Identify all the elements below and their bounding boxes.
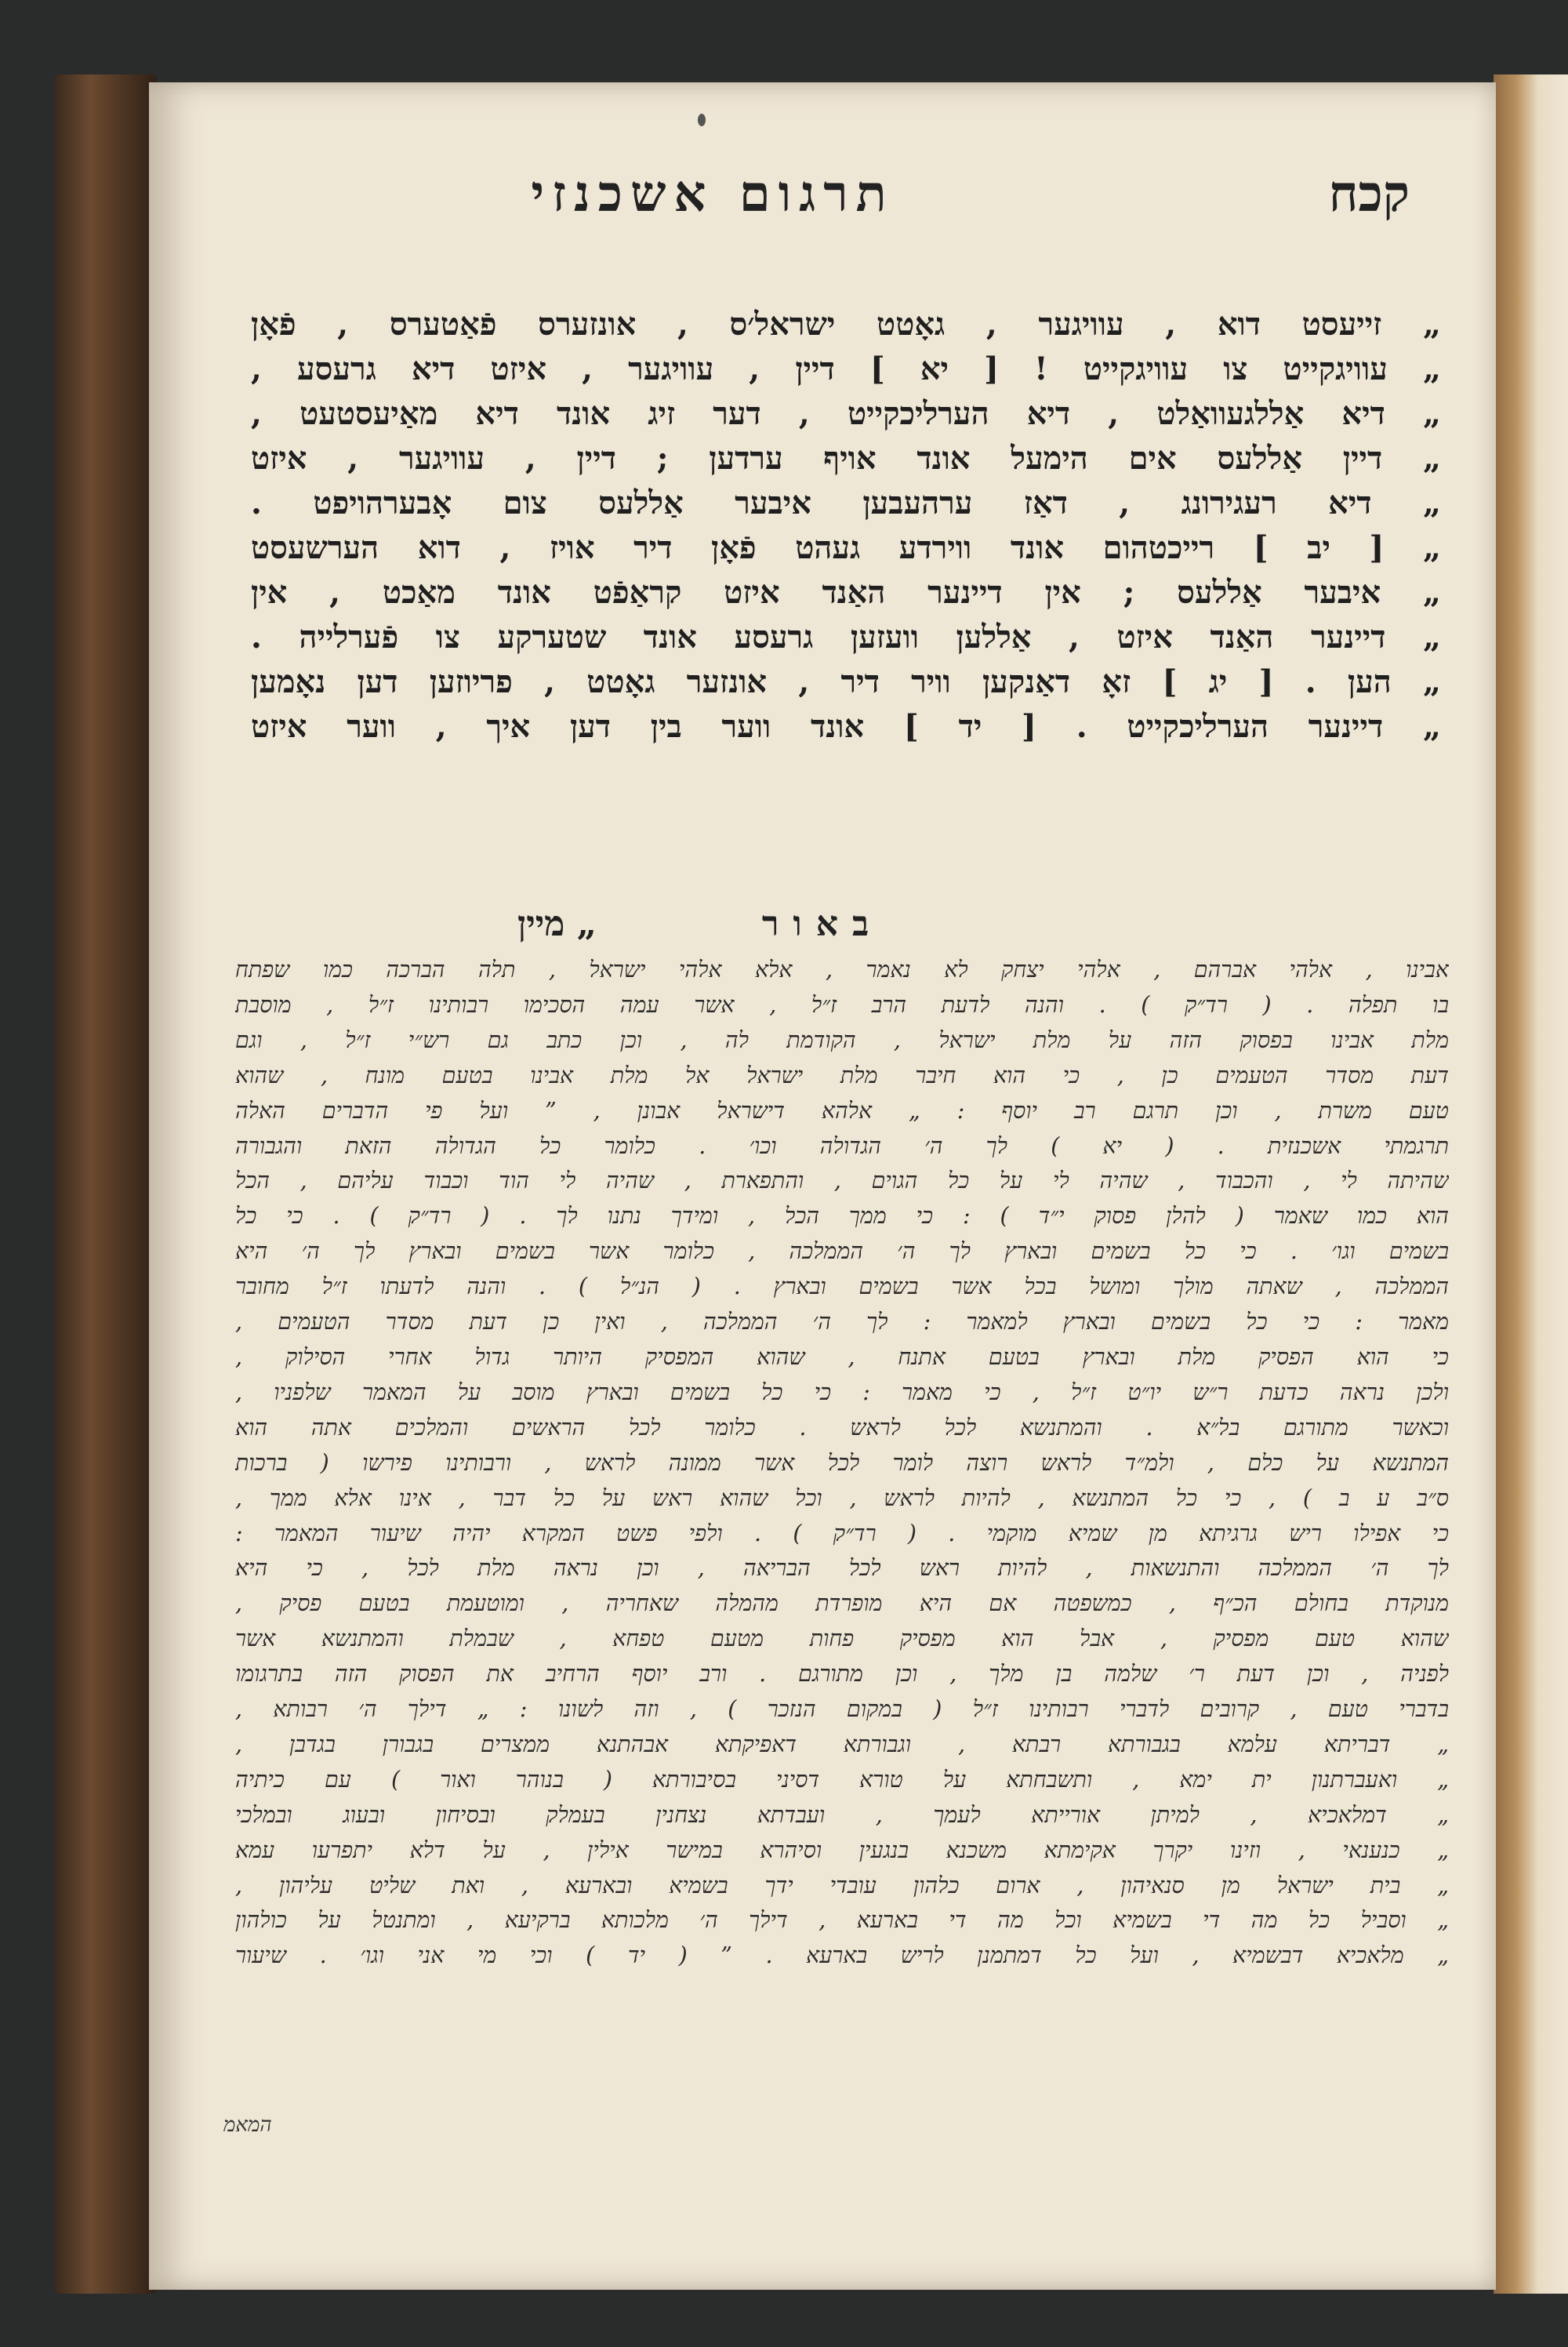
commentary-line: ס״ב ע ב ) , כי כל המתנשא , להיות לראש , וכל שהוא ראש על כל דבר , אינו אלא ממך ,	[235, 1484, 1449, 1511]
commentary-line: וכאשר מתורגם בל״א . והמתנשא לכל לראש . כלומר לכל הראשים והמלכים אתה הוא	[235, 1414, 1449, 1441]
text-line: „ דיינער הערליכקייט . [ יד ] אונד ווער בין דען איך , ווער איזט	[251, 708, 1441, 745]
commentary-line: דעת מסדר הטעמים כן , כי הוא חיבר מלת ישראל אל מלת אבינו בטעם מונח , שהוא	[235, 1062, 1449, 1088]
commentary-text	[235, 953, 1449, 1974]
commentary-line: כי אפילו ריש גרגיתא מן שמיא מוקמי . ( רד״ק ) . ולפי פשט המקרא יהיה שיעור המאמר :	[235, 1520, 1449, 1546]
commentary-line: מאמר : כי כל בשמים ובארץ למאמר : לך ה׳ הממלכה , ואין כן דעת מסדר הטעמים ,	[235, 1309, 1449, 1335]
text-line: „ הען . [ יג ] זאָ דאַנקען וויר דיר , אונזער גאָטט , פריוזען דען נאָמען	[251, 663, 1441, 700]
commentary-line: בדברי טעם , קרובים לדברי רבותינו ז״ל ( במקום הנזכר ) , וזה לשונו : „ דילך ה׳ רבותא ,	[235, 1696, 1449, 1723]
commentary-line: ולכן נראה כדעת ר״ש יו״ט ז״ל , כי מאמר : כי כל בשמים ובארץ מוסב על המאמר שלפניו ,	[235, 1379, 1449, 1405]
page-catchword: המאמ	[223, 2113, 272, 2137]
commentary-line: מלת אבינו בפסוק הזה על מלת ישראל , הקודמת לה , וכן כתב גם רש״י ז״ל , וגם	[235, 1026, 1449, 1053]
commentary-line: „ דמלאכיא , למיתן אורייתא לעמך , ועבדתא נצחנין בעמלק ובסיחון ובעוג ובמלכי	[235, 1801, 1449, 1828]
commentary-line: בו תפלה . ( רד״ק ) . והנה לדעת הרב ז״ל , אשר עמה הסכימו רבותינו ז״ל , מוסבת	[235, 991, 1449, 1018]
text-line: „ עוויגקייט צו עוויגקייט ! [ יא ] דיין , עוויגער , איזט דיא גרעסע ,	[251, 351, 1441, 387]
text-line: „ דיין אַללעס אים הימעל אונד אויף ערדען ; דיין , עוויגער , איזט	[251, 440, 1441, 477]
commentary-line: בשמים וגו׳ . כי כל בשמים ובארץ לך ה׳ הממלכה , כלומר אשר בשמים ובארץ לך ה׳ היא	[235, 1238, 1449, 1265]
biur-heading	[149, 904, 1496, 944]
text-line: „ דיא אַללגעוואַלט , דיא הערליכקייט , דער זיג אונד דיא מאַיעסטעט ,	[251, 395, 1441, 432]
page-header	[196, 165, 1449, 251]
commentary-line: טעם משרת , וכן תרגם רב יוסף : „ אלהא דישראל אבונן , ” ועל פי הדברים האלה	[235, 1097, 1449, 1124]
book-page	[149, 82, 1496, 2290]
facing-page-edge	[1494, 74, 1568, 2294]
main-catchword: „ מיין	[517, 904, 597, 944]
commentary-line: המתנשא על כלם , ולמ״ד לראש רוצה לומר לכל אשר ממונה לראש , ורבותינו פירשו ( ברכות	[235, 1449, 1449, 1476]
commentary-line: שהיתה לי , והכבוד , שהיה לי על כל הגוים , והתפארת , שהיה לי הוד וכבוד עליהם , הכל	[235, 1168, 1449, 1194]
folio-number: קכח	[1328, 165, 1410, 223]
commentary-line: הוא כמו שאמר ( להלן פסוק י״ד ) : כי ממך הכל , ומידך נתנו לך . ( רד״ק ) . כי כל	[235, 1203, 1449, 1230]
commentary-line: הממלכה , שאתה מולך ומושל בכל אשר בשמים ובארץ . ( הנ״ל ) . והנה לדעתו ז״ל מחובר	[235, 1273, 1449, 1300]
commentary-line: מנוקדת בחולם הכ״ף , כמשפטה אם היא מופרדת מהמלה שאחריה , ומוטעמת בטעם פסיק ,	[235, 1590, 1449, 1617]
text-line: „ דיא רעגירונג , דאַז ערהעבען איבער אַללעס צום אָבערהויפט .	[251, 485, 1441, 521]
commentary-line: „ מלאכיא דבשמיא , ועל כל דמתמנן לריש בארעא . ” ( יד ) וכי מי אני וגו׳ . שיעור	[235, 1942, 1449, 1969]
biur-title: באור	[761, 904, 884, 944]
translation-text	[251, 302, 1441, 749]
running-title: תרגום אשכנזי	[531, 165, 895, 223]
text-line: „ איבער אַללעס ; אין דיינער האַנד איזט קראַפֿט אונד מאַכט , אין	[251, 574, 1441, 611]
commentary-line: תרגמתי אשכנזית . ( יא ) לך ה׳ הגדולה וכו׳ . כלומר כל הגדולה הזאת והגבורה	[235, 1132, 1449, 1159]
commentary-line: „ וסביל כל מה די בשמיא וכל מה די בארעא , דילך ה׳ מלכותא ברקיעא , ומתנטל על כולהון	[235, 1907, 1449, 1934]
commentary-line: „ כנענאי , וזינו יקרך אקימתא משכנא בנגעין וסיהרא במישר אילין , על דלא יתפרעו עמא	[235, 1837, 1449, 1863]
text-line: „ [ יב ] רייכטהום אונד ווירדע געהט פֿאָן דיר אויז , דוא הערשעסט	[251, 529, 1441, 566]
commentary-line: „ בית ישראל מן סנאיהון , ארום כלהון עובדי ידך בשמיא ובארעא , ואת שליט עליהון ,	[235, 1872, 1449, 1898]
commentary-line: לך ה׳ הממלכה והתנשאות , להיות ראש לכל הבריאה , וכן נראה מלת לכל , כי היא	[235, 1555, 1449, 1582]
commentary-line: שהוא טעם מפסיק , אבל הוא מפסיק פחות מטעם טפחא , שבמלת והמתנשא אשר	[235, 1626, 1449, 1652]
text-line: „ דיינער האַנד איזט , אַללען וועזען גרעסע אונד שטערקע צו פֿערלייה .	[251, 619, 1441, 656]
commentary-line: כי הוא הפסיק מלת ובארץ בטעם אתנח , שהוא המפסיק היותר גדול אחרי הסילוק ,	[235, 1343, 1449, 1370]
commentary-line: לפניה , וכן דעת ר׳ שלמה בן מלך , וכן מתורגם . ורב יוסף הרחיב את הפסוק הזה בתרגומו	[235, 1661, 1449, 1688]
ink-mark	[698, 114, 706, 126]
commentary-line: אבינו , אלהי אברהם , אלהי יצחק לא נאמר , אלא אלהי ישראל , תלה הברכה כמו שפתח	[235, 957, 1449, 983]
book-binding	[55, 74, 157, 2294]
text-line: „ זייעסט דוא , עוויגער , גאָטט ישראל׳ס , אונזערס פֿאַטערס , פֿאָן	[251, 306, 1441, 343]
commentary-line: „ ואעברתנון ית ימא , ותשבחתא על טורא דסיני בסיבורתא ( בנוהר ואור ) עם כיתיה	[235, 1766, 1449, 1793]
commentary-line: „ דבריתא עלמא בגבורתא רבתא , וגבורתא דאפיקתא אבהתנא ממצרים בגבורן בגדבן ,	[235, 1731, 1449, 1757]
